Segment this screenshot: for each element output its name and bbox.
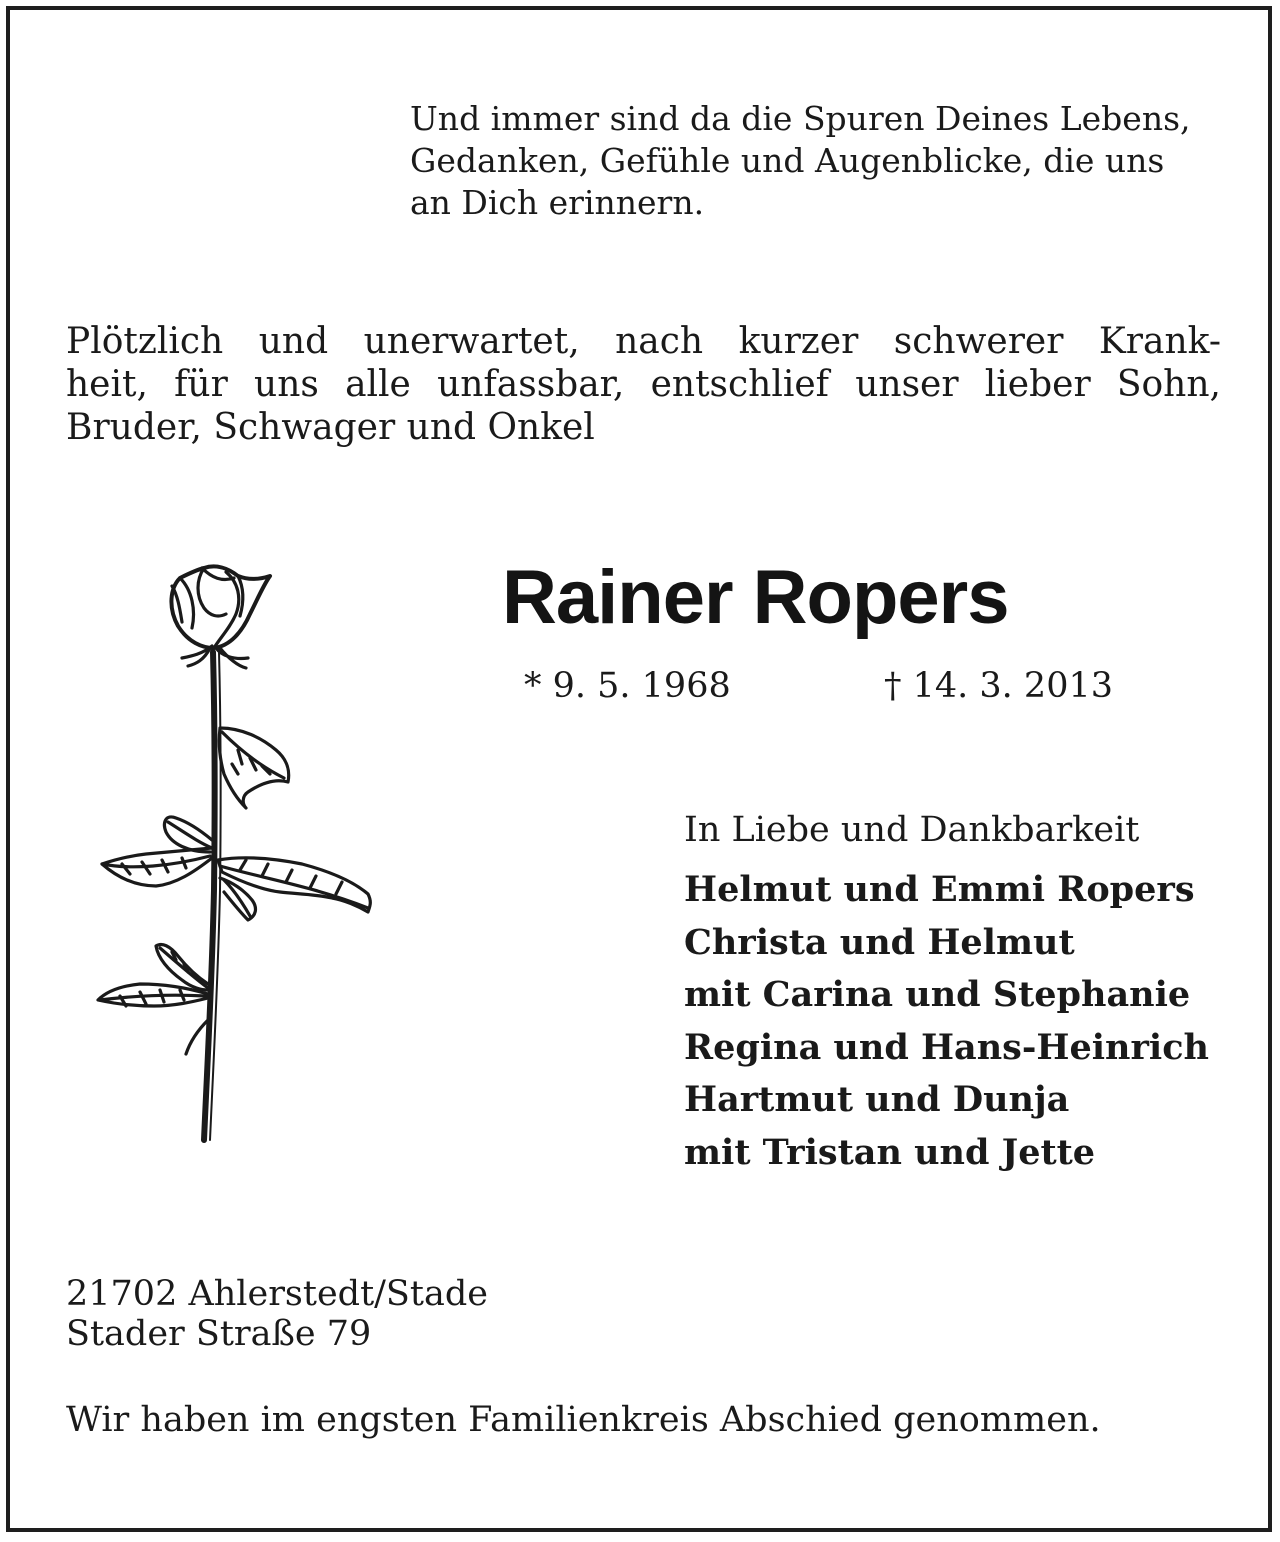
motto-line: Und immer sind da die Spuren Deines Lebens, bbox=[410, 99, 1191, 138]
mourners-intro: In Liebe und Dankbarkeit bbox=[684, 810, 1140, 850]
mourners-list bbox=[684, 864, 1209, 1179]
death-date: † 14. 3. 2013 bbox=[884, 666, 1114, 706]
deceased-name: Rainer Ropers bbox=[502, 555, 1009, 640]
motto-verse bbox=[410, 98, 1240, 224]
announcement-text bbox=[66, 320, 1221, 449]
mourner-line: mit Tristan und Jette bbox=[684, 1131, 1096, 1173]
mourner-line: mit Carina und Stephanie bbox=[684, 974, 1191, 1015]
mourner-line: Hartmut und Dunja bbox=[684, 1079, 1070, 1120]
announcement-line: Bruder, Schwager und Onkel bbox=[66, 407, 595, 448]
announcement-line: heit, für uns alle unfassbar, entschlief unser lieber Sohn, bbox=[66, 364, 1221, 405]
motto-line: Gedanken, Gefühle und Augenblicke, die uns bbox=[410, 141, 1165, 180]
mourner-line: Regina und Hans-Heinrich bbox=[684, 1026, 1209, 1068]
mourner-line: Christa und Helmut bbox=[684, 921, 1075, 963]
rose-icon bbox=[92, 560, 382, 1150]
family-address bbox=[66, 1274, 488, 1354]
mourner-line: Helmut und Emmi Ropers bbox=[684, 869, 1195, 910]
motto-line: an Dich erinnern. bbox=[410, 183, 705, 222]
address-line: 21702 Ahlerstedt/Stade bbox=[66, 1274, 488, 1314]
closing-note: Wir haben im engsten Familienkreis Abschied genommen. bbox=[66, 1400, 1101, 1440]
address-line: Stader Straße 79 bbox=[66, 1314, 372, 1354]
birth-date: * 9. 5. 1968 bbox=[524, 666, 731, 706]
announcement-line: Plötzlich und unerwartet, nach kurzer schwerer Krank- bbox=[66, 321, 1221, 362]
